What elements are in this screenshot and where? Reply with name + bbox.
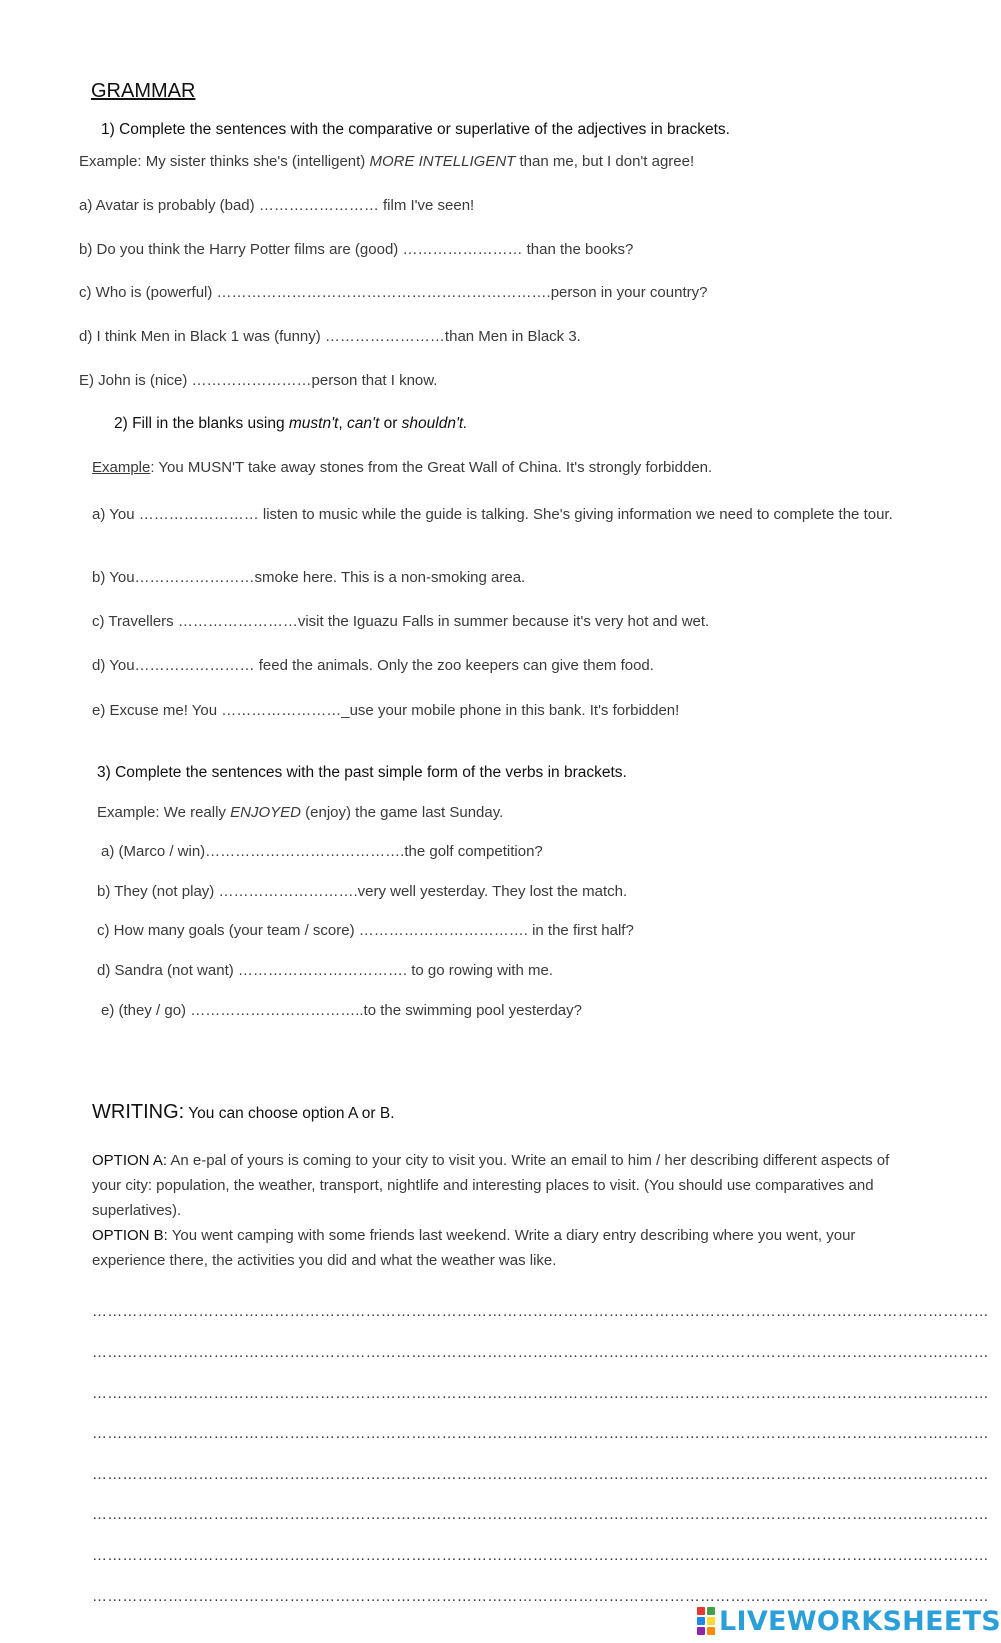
logo-square	[697, 1617, 705, 1625]
instruction-text: ,	[338, 415, 347, 432]
modal-word: mustn't	[288, 415, 339, 432]
logo-square	[707, 1607, 715, 1615]
logo-mark-icon	[697, 1607, 715, 1635]
exercise-1-item-c: c) Who is (powerful) ………………………………………………………….person in your country?	[79, 284, 708, 301]
modal-word: can't	[347, 415, 380, 432]
exercise-1-instruction: 1) Complete the sentences with the comparative or superlative of the adjectives in brackets.	[101, 121, 730, 138]
logo-square	[707, 1627, 715, 1635]
section-title-grammar: GRAMMAR	[91, 80, 196, 102]
writing-subtitle: You can choose option A or B.	[184, 1105, 395, 1122]
writing-line: ……………………………………………………………………………………………………………………………………………………………	[92, 1466, 989, 1483]
example-label: Example	[92, 459, 151, 476]
exercise-2-item-b: b) You……………………smoke here. This is a non-smoking area.	[92, 569, 526, 586]
logo-text: LIVEWORKSHEETS	[719, 1605, 1001, 1637]
exercise-3-example	[97, 804, 503, 821]
section-title-writing	[92, 1101, 395, 1124]
writing-line: ……………………………………………………………………………………………………………………………………………………………	[92, 1303, 989, 1320]
exercise-1-item-a: a) Avatar is probably (bad) …………………… film I've seen!	[79, 197, 475, 214]
exercise-3-item-c: c) How many goals (your team / score) ……………………………. in the first half?	[97, 922, 634, 939]
writing-line: ……………………………………………………………………………………………………………………………………………………………	[92, 1506, 989, 1523]
exercise-3-item-a: a) (Marco / win)………………………………….the golf competition?	[101, 843, 543, 860]
modal-word: shouldn't.	[401, 415, 468, 432]
option-a-label: OPTION A:	[92, 1152, 168, 1169]
exercise-2-example	[92, 459, 712, 476]
option-b	[92, 1223, 904, 1273]
exercise-1-item-e: E) John is (nice) ……………………person that I know.	[79, 372, 438, 389]
option-a-text: An e-pal of yours is coming to your city to visit you. Write an email to him / her describing different aspects of your city: population, the weather, transport, nightlife and interesting places to visit. (You should use comparatives and superlatives).	[92, 1152, 890, 1219]
example-text: Example: My sister thinks she's (intelligent)	[79, 153, 370, 170]
writing-line: ……………………………………………………………………………………………………………………………………………………………	[92, 1344, 989, 1361]
exercise-2-item-a: a) You …………………… listen to music while the guide is talking. She's giving information we need to complete the tour.	[92, 506, 893, 523]
exercise-3-item-b: b) They (not play) ……………………….very well yesterday. They lost the match.	[97, 883, 628, 900]
exercise-1-item-d: d) I think Men in Black 1 was (funny) ……………………than Men in Black 3.	[79, 328, 581, 345]
logo-square	[697, 1627, 705, 1635]
writing-line: ……………………………………………………………………………………………………………………………………………………………	[92, 1588, 989, 1605]
exercise-1-item-b: b) Do you think the Harry Potter films are (good) …………………… than the books?	[79, 241, 634, 258]
exercise-1-example	[79, 153, 694, 170]
exercise-3-item-d: d) Sandra (not want) ……………………………. to go rowing with me.	[97, 962, 553, 979]
option-b-text: You went camping with some friends last weekend. Write a diary entry describing where you went, your experience there, the activities you did and what the weather was like.	[92, 1227, 856, 1269]
instruction-text: 2) Fill in the blanks using	[114, 415, 289, 432]
writing-line: ……………………………………………………………………………………………………………………………………………………………	[92, 1425, 989, 1442]
example-text: than me, but I don't agree!	[515, 153, 695, 170]
logo-square	[707, 1617, 715, 1625]
writing-line: ……………………………………………………………………………………………………………………………………………………………	[92, 1385, 989, 1402]
exercise-2-item-e: e) Excuse me! You ……………………_use your mobile phone in this bank. It's forbidden!	[92, 702, 680, 719]
example-answer: ENJOYED	[230, 804, 301, 821]
option-a	[92, 1148, 904, 1223]
exercise-2-item-d: d) You…………………… feed the animals. Only the zoo keepers can give them food.	[92, 657, 654, 674]
example-text: (enjoy) the game last Sunday.	[300, 804, 504, 821]
writing-prompts	[92, 1148, 904, 1273]
example-answer: MORE INTELLIGENT	[369, 153, 516, 170]
instruction-text: or	[379, 415, 402, 432]
exercise-3-instruction: 3) Complete the sentences with the past simple form of the verbs in brackets.	[97, 764, 627, 781]
exercise-3-item-e: e) (they / go) ……………………………..to the swimming pool yesterday?	[101, 1002, 582, 1019]
liveworksheets-logo	[697, 1604, 1001, 1638]
logo-square	[697, 1607, 705, 1615]
option-b-label: OPTION B:	[92, 1227, 168, 1244]
exercise-2-instruction	[114, 415, 468, 433]
writing-title: WRITING:	[92, 1101, 185, 1123]
example-text: : You MUSN'T take away stones from the Great Wall of China. It's strongly forbidden.	[150, 459, 713, 476]
example-text: Example: We really	[97, 804, 231, 821]
writing-line: ……………………………………………………………………………………………………………………………………………………………	[92, 1547, 989, 1564]
exercise-2-item-c: c) Travellers ……………………visit the Iguazu Falls in summer because it's very hot and wet.	[92, 613, 710, 630]
